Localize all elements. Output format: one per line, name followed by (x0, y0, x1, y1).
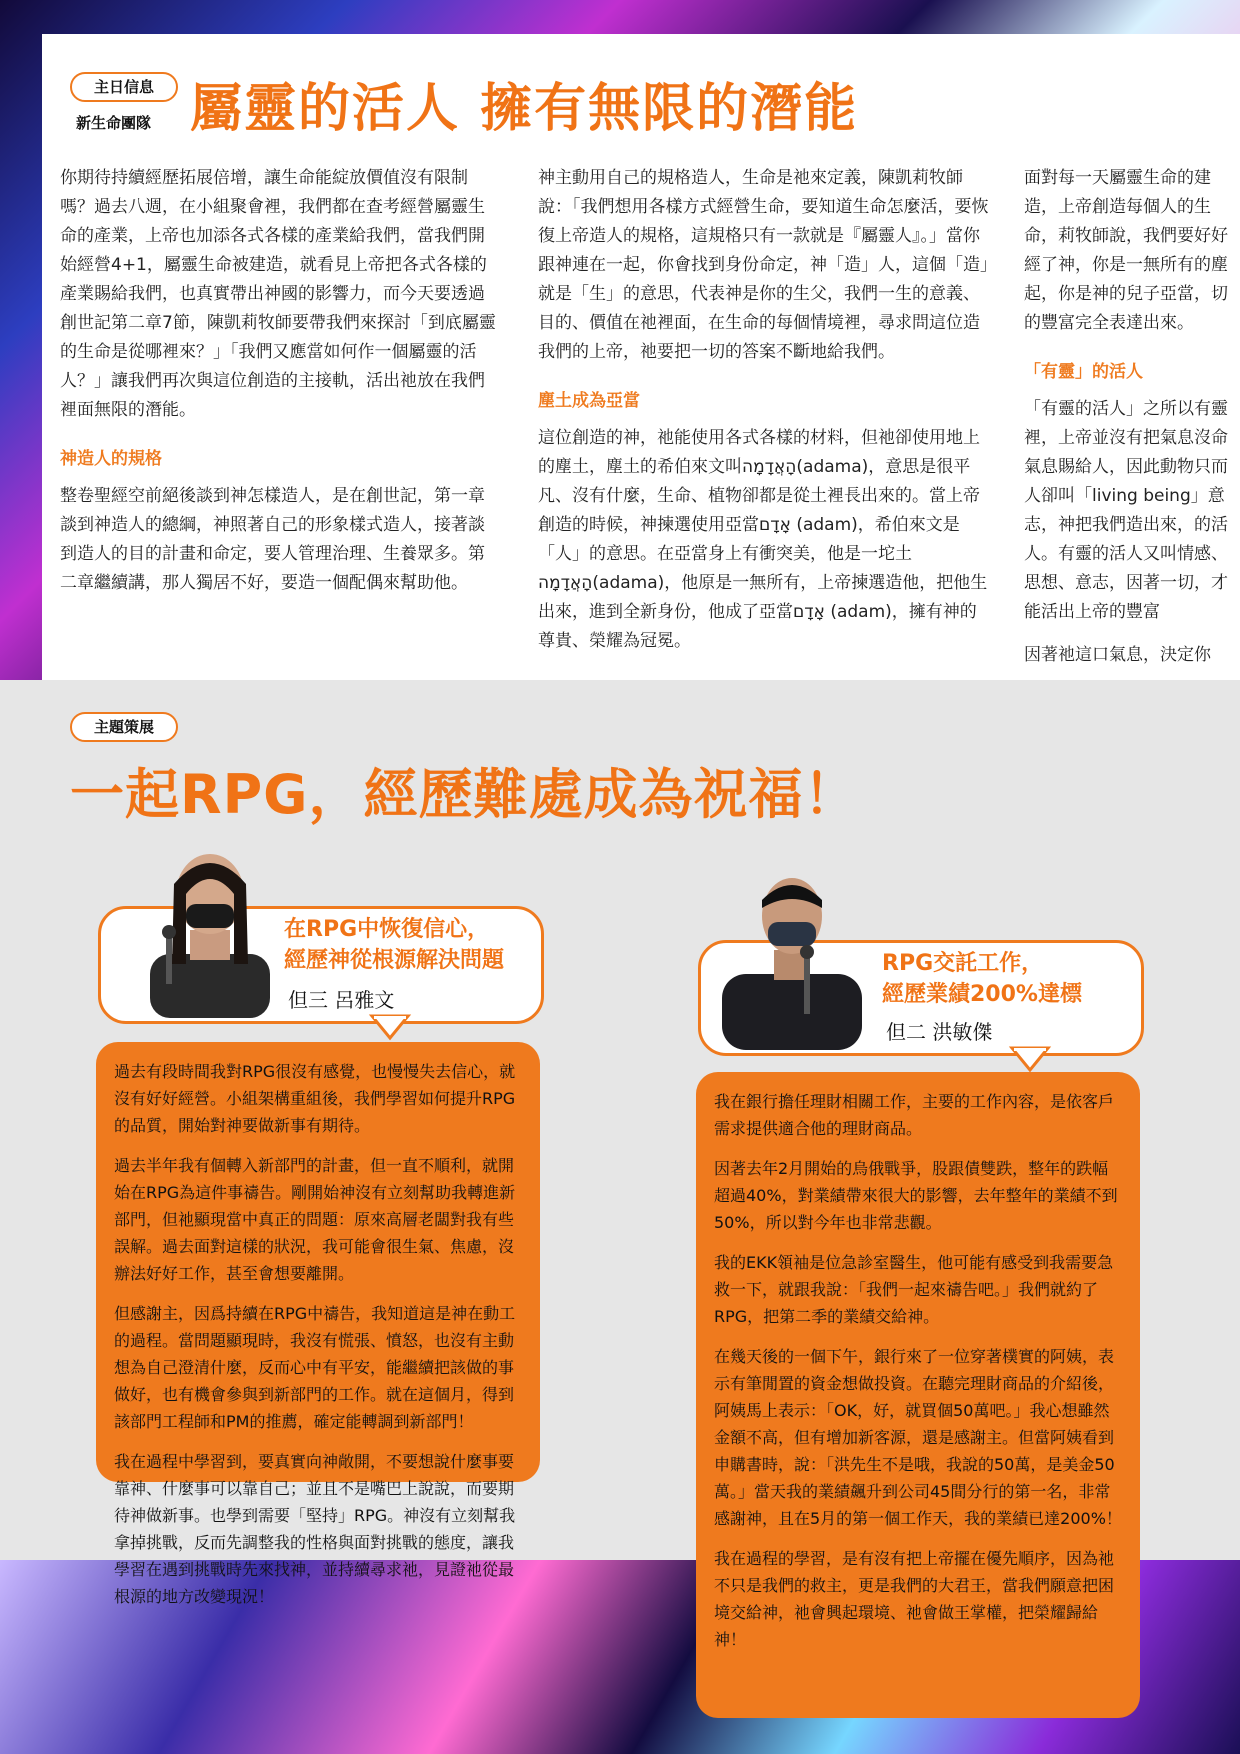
subheading: 神造人的規格 (60, 449, 162, 469)
paragraph: 你期待持續經歷拓展倍增，讓生命能綻放價值沒有限制嗎？過去八週，在小組聚會裡，我們都在查考經營屬靈生命的產業，上帝也加添各式各樣的產業給我們，當我們開始經營4+1，屬靈生命被建造，就看見上帝把各式各樣的產業賜給我們，也真實帶出神國的影響力，而今天要透過創世記第二章7節，陳凱莉牧師要帶我們來探討「到底屬靈的生命是從哪裡來？」「我們又應當如何作一個屬靈的活人？」讓我們再次與這位創造的主接軌，活出祂放在我們裡面無限的潛能。 (60, 168, 496, 420)
title-line: 經歷業績200%達標 (882, 982, 1082, 1007)
title-line: 在RPG中恢復信心， (284, 917, 490, 942)
left-story-text (96, 1042, 540, 1639)
article-column-3 (1024, 164, 1240, 665)
title-line: 經歷神從根源解決問題 (284, 948, 505, 973)
paragraph: 我在過程的學習，是有沒有把上帝擺在優先順序，因為祂不只是我們的救主，更是我們的大君王，當我們願意把困境交給神，祂會興起環境、祂會做王掌權，把榮耀歸給神！ (714, 1549, 1115, 1649)
article-column-2 (538, 164, 990, 670)
title-line: RPG交託工作， (882, 951, 1044, 976)
team-label: 新生命團隊 (76, 114, 152, 132)
section-tag: 主日信息 (70, 72, 178, 102)
paragraph: 過去半年我有個轉入新部門的計畫，但一直不順利，就開始在RPG為這件事禱告。剛開始神沒有立刻幫助我轉進新部門，但祂顯現當中真正的問題：原來高層老闆對我有些誤解。過去面對這樣的狀況，我可能會很生氣、焦慮，沒辦法好好工作，甚至會想要離開。 (114, 1156, 516, 1283)
left-story-author: 但三 呂雅文 (288, 988, 395, 1012)
feature-tag: 主題策展 (70, 712, 178, 742)
feature-title: 一起RPG，經歷難處成為祝福！ (70, 763, 859, 826)
paragraph: 面對每一天屬靈生命的建造，上帝創造每個人的生命，莉牧師說，我們要好好經了神，你是一無所有的塵起，你是神的兒子亞當，切的豐富完全表達出來。 (1024, 168, 1228, 333)
paragraph: 因著去年2月開始的烏俄戰爭，股跟債雙跌，整年的跌幅超過40%，對業績帶來很大的影響，去年整年的業績不到50%，所以對今年也非常悲觀。 (714, 1159, 1118, 1232)
left-story-box (96, 1042, 540, 1606)
right-story-box (696, 1072, 1140, 1718)
paragraph: 我在過程中學習到，要真實向神敞開，不要想說什麼事要靠神、什麼事可以靠自己；並且不是嘴巴上說說，而要期待神做新事。也學到需要「堅持」RPG。神沒有立刻幫我拿掉挑戰，反而先調整我的性格與面對挑戰的態度，讓我學習在遇到挑戰時先來找神，並持續尋求祂，見證祂從最根源的地方改變現況！ (114, 1452, 516, 1606)
speaker-photo-right (712, 854, 872, 1050)
paragraph: 「有靈的活人」之所以有靈裡，上帝並沒有把氣息沒命氣息賜給人，因此動物只而人卻叫「living being」意志，神把我們造出來，的活人。有靈的活人又叫情感、思想、意志，因著一切，才能活出上帝的豐富 (1024, 399, 1228, 622)
right-story-text (696, 1072, 1140, 1682)
bubble-tail (370, 1016, 410, 1040)
left-story-title (284, 914, 504, 976)
paragraph: 整卷聖經空前絕後談到神怎樣造人，是在創世記，第一章談到神造人的總綱，神照著自己的形象樣式造人，接著談到造人的目的計畫和命定，要人管理治理、生養眾多。第二章繼續講，那人獨居不好，要造一個配偶來幫助他。 (60, 486, 485, 593)
paragraph: 我的EKK領袖是位急診室醫生，他可能有感受到我需要急救一下，就跟我說：「我們一起來禱告吧。」我們就約了RPG，把第二季的業績交給神。 (714, 1253, 1114, 1326)
paragraph: 我在銀行擔任理財相關工作，主要的工作內容，是依客戶需求提供適合他的理財商品。 (714, 1092, 1115, 1138)
right-story-author: 但二 洪敏傑 (886, 1020, 993, 1044)
article-column-1 (60, 164, 500, 612)
subheading: 塵土成為亞當 (538, 391, 640, 411)
paragraph: 因著祂這口氣息，決定你 (1024, 645, 1211, 665)
paragraph: 過去有段時間我對RPG很沒有感覺，也慢慢失去信心，就沒有好好經營。小組架構重組後，我們學習如何提升RPG的品質，開始對神要做新事有期待。 (114, 1062, 516, 1135)
paragraph: 這位創造的神，祂能使用各式各樣的材料，但祂卻使用地上的塵土，塵土的希伯來文叫הָאֲדָמָה(adama)，意思是很平凡、沒有什麼，生命、植物卻都是從土裡長出來的。當上帝創造的時候，神揀選使用亞當אָדָם (adam)，希伯來文是「人」的意思。在亞當身上有衝突美，他是一坨土הָאֲדָמָה(adama)，他原是一無所有，上帝揀選造他，把他生出來，進到全新身份，他成了亞當אָדָם (adam)，擁有神的尊貴、榮耀為冠冕。 (538, 428, 988, 651)
paragraph: 在幾天後的一個下午，銀行來了一位穿著樸實的阿姨，表示有筆閒置的資金想做投資。在聽完理財商品的介紹後，阿姨馬上表示：「OK，好，就買個50萬吧。」我心想雖然金額不高，但有增加新客源，還是感謝主。但當阿姨看到申購書時，說：「洪先生不是哦，我說的50萬，是美金50萬。」當天我的業績飆升到公司45間分行的第一名，非常感謝神，且在5月的第一個工作天，我的業績已達200%！ (714, 1347, 1122, 1528)
bubble-tail (1010, 1048, 1050, 1072)
paragraph: 但感謝主，因爲持續在RPG中禱告，我知道這是神在動工的過程。當問題顯現時，我沒有慌張、憤怒，也沒有主動想為自己澄清什麼，反而心中有平安，能繼續把該做的事做好，也有機會參與到新部門的工作。就在這個月，得到該部門工程師和PM的推薦，確定能轉調到新部門！ (114, 1304, 516, 1431)
subheading: 「有靈」的活人 (1024, 362, 1143, 382)
paragraph: 神主動用自己的規格造人，生命是祂來定義，陳凱莉牧師說：「我們想用各樣方式經營生命，要知道生命怎麼活，要恢復上帝造人的規格，這規格只有一款就是『屬靈人』。」當你跟神連在一起，你會找到身份命定，神「造」人，這個「造」就是「生」的意思，代表神是你的生父，我們一生的意義、目的、價值在祂裡面，在生命的每個情境裡，尋求問這位造我們的上帝，祂要把一切的答案不斷地給我們。 (538, 168, 989, 362)
speaker-photo-left (130, 834, 290, 1018)
page-title: 屬靈的活人 擁有無限的潛能 (190, 79, 859, 139)
right-story-title (882, 948, 1082, 1010)
